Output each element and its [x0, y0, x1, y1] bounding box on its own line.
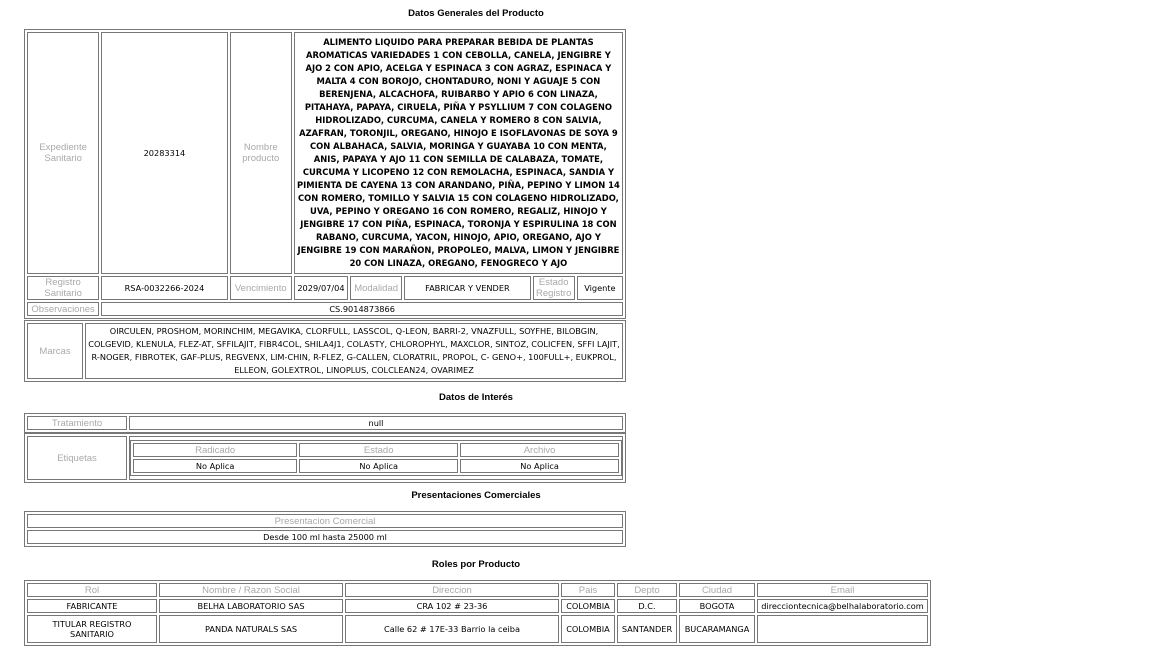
role-cell: FABRICANTE [27, 599, 157, 613]
general-data-table [24, 29, 626, 319]
email-cell: direcciontecnica@belhalaboratorio.com [757, 599, 928, 613]
department-cell: SANTANDER [617, 615, 677, 643]
etiquetas-header-estado: Estado [299, 443, 458, 457]
nombre-producto-value: ALIMENTO LIQUIDO PARA PREPARAR BEBIDA DE PLANTAS AROMATICAS VARIEDADES 1 CON CEBOLLA, CANELA, JENGIBRE Y AJO 2 CON APIO, ACELGA Y ESPINACA 3 CON AGRAZ, ESPINACA Y MALTA 4 CON BOROJO, CHONTADURO, NONI Y AGUAJE 5 CON BERENJENA, ALCACHOFA, RUIBARBO Y APIO 6 CON LINAZA, PITAHAYA, PAPAYA, CIRUELA, PIÑA Y PSYLLIUM 7 CON COLAGENO HIDROLIZADO, CURCUMA, CANELA Y ROMERO 8 CON SALVIA, AZAFRAN, TORONJIL, OREGANO, HINOJO E ISOFLAVONAS DE SOYA 9 CON ALBAHACA, SALVIA, MORINGA Y GUAYABA 10 CON MENTA, ANIS, PAPAYA Y AJO 11 CON SEMILLA DE CALABAZA, TOMATE, CURCUMA Y LICOPENO 12 CON REMOLACHA, ESPINACA, SANDIA Y PIMIENTA DE CAYENA 13 CON ARANDANO, PIÑA, PEPINO Y LIMON 14 CON ROMERO, TOMILLO Y SALVIA 15 CON COLAGENO HIDROLIZADO, UVA, PEPINO Y OREGANO 16 CON ROMERO, REGALIZ, HINOJO Y JENGIBRE 17 CON PIÑA, ESPINACA, TORONJA Y ESPIRULINA 18 CON RABANO, CURCUMA, YACON, HINOJO, APIO, OREGANO, AJO Y JENGIBRE 19 CON MARAÑON, PROPOLEO, MALVA, LIMON Y JENGIBRE 20 CON LINAZA, OREGANO, FENOGRECO Y AJO [294, 32, 623, 274]
table-row [27, 599, 928, 613]
department-cell: D.C. [617, 599, 677, 613]
presentations-section-title: Presentaciones Comerciales [411, 490, 541, 501]
country-cell: COLOMBIA [561, 599, 615, 613]
vencimiento-value: 2029/07/04 [294, 276, 348, 300]
general-section-title: Datos Generales del Producto [408, 8, 544, 19]
table-row [27, 615, 928, 643]
roles-header-ciudad: Ciudad [679, 583, 755, 597]
city-cell: BOGOTA [679, 599, 755, 613]
tratamiento-label: Tratamiento [27, 416, 127, 430]
registro-sanitario-value: RSA-0032266-2024 [101, 276, 227, 300]
presentation-header: Presentacion Comercial [27, 514, 623, 528]
estado-registro-label: Estado Registro [533, 276, 575, 300]
presentations-table [24, 511, 626, 547]
vencimiento-label: Vencimiento [230, 276, 292, 300]
modalidad-label: Modalidad [350, 276, 402, 300]
etiquetas-header-radicado: Radicado [133, 443, 297, 457]
etiquetas-header-archivo: Archivo [460, 443, 619, 457]
modalidad-value: FABRICAR Y VENDER [404, 276, 530, 300]
roles-table [24, 580, 931, 646]
city-cell: BUCARAMANGA [679, 615, 755, 643]
etiquetas-value-archivo: No Aplica [460, 459, 619, 473]
etiquetas-label: Etiquetas [27, 436, 127, 480]
tratamiento-table [24, 413, 626, 433]
roles-header-direccion: Direccion [345, 583, 559, 597]
roles-header-email: Email [757, 583, 928, 597]
etiquetas-table [24, 433, 626, 483]
tratamiento-value: null [129, 416, 623, 430]
registro-sanitario-label: Registro Sanitario [27, 276, 99, 300]
marcas-label: Marcas [27, 323, 83, 379]
etiquetas-value-estado: No Aplica [299, 459, 458, 473]
observaciones-label: Observaciones [27, 302, 99, 316]
etiquetas-inner-table [130, 440, 622, 476]
estado-registro-value: Vigente [577, 276, 623, 300]
expediente-value: 20283314 [101, 32, 227, 274]
role-cell: TITULAR REGISTRO SANITARIO [27, 615, 157, 643]
observaciones-value: CS.9014873866 [101, 302, 623, 316]
etiquetas-value-radicado: No Aplica [133, 459, 297, 473]
interest-section-title: Datos de Interés [439, 392, 513, 403]
roles-header-rol: Rol [27, 583, 157, 597]
name-cell: PANDA NATURALS SAS [159, 615, 343, 643]
presentation-value: Desde 100 ml hasta 25000 ml [27, 530, 623, 544]
marcas-value: OIRCULEN, PROSHOM, MORINCHIM, MEGAVIKA, CLORFULL, LASSCOL, Q-LEON, BARRI-2, VNAZFULL, SOYFHE, BILOBGIN, COLGEVID, KLENULA, FLEZ-AT, SFFILAJIT, FIBR4COL, SHILA4J1, COLASTY, CHLOROPHYL, MAXCLOR, SINTOZ, COLICFEN, SFFI LAJIT, R-NOGER, FIBROTEK, GAF-PLUS, REGVENX, LIM-CHIN, R-FLEZ, G-CALLEN, CLORATRIL, PROPOL, C- GENO+, 100FULL+, EUKPROL, ELLEON, GOLEXTROL, LINOPLUS, COLCLEAN24, OVARIMEZ [85, 323, 623, 379]
roles-header-depto: Depto [617, 583, 677, 597]
roles-header-nombre: Nombre / Razon Social [159, 583, 343, 597]
email-cell [757, 615, 928, 643]
marcas-table [24, 320, 626, 382]
nombre-producto-label: Nombre producto [230, 32, 292, 274]
address-cell: CRA 102 # 23-36 [345, 599, 559, 613]
name-cell: BELHA LABORATORIO SAS [159, 599, 343, 613]
roles-header-pais: Pais [561, 583, 615, 597]
expediente-label: Expediente Sanitario [27, 32, 99, 274]
roles-section-title: Roles por Producto [431, 559, 521, 570]
address-cell: Calle 62 # 17E-33 Barrio la ceiba [345, 615, 559, 643]
country-cell: COLOMBIA [561, 615, 615, 643]
etiquetas-inner-cell [129, 436, 623, 480]
